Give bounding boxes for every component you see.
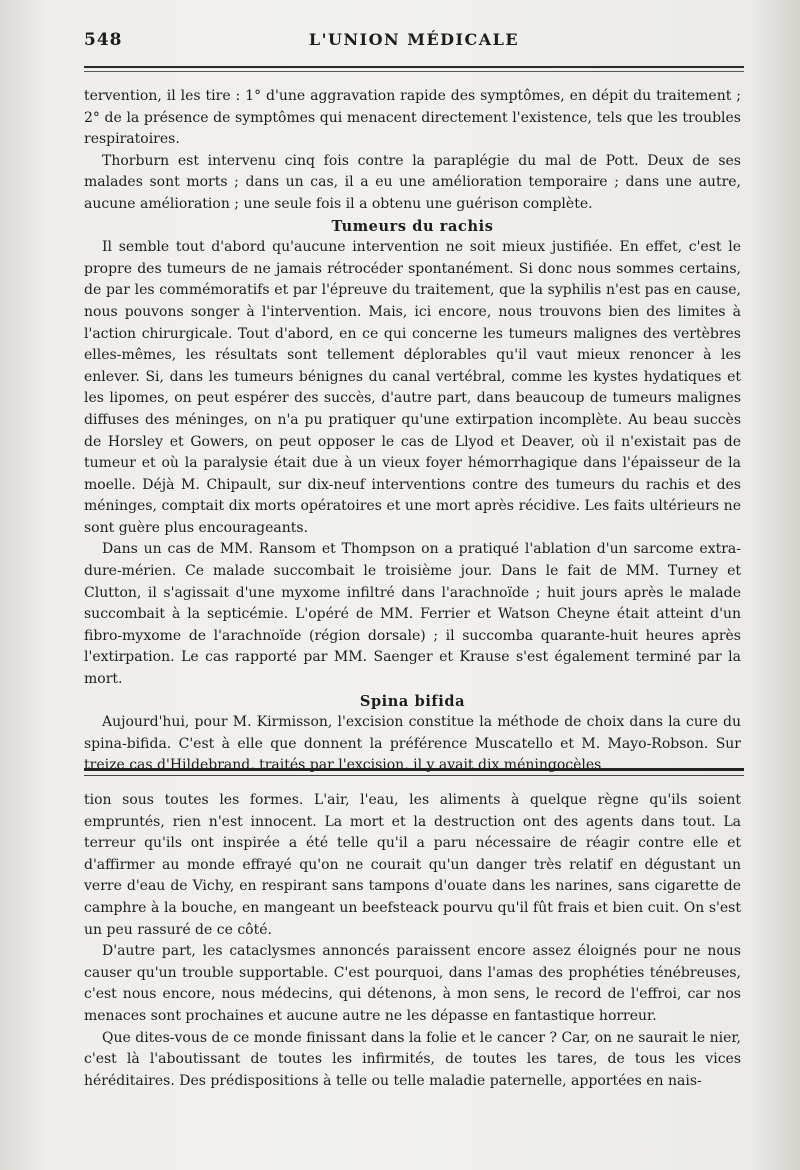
running-header: [84, 30, 744, 60]
section-heading: Tumeurs du rachis: [331, 217, 494, 235]
page-number: 548: [84, 30, 123, 50]
paragraph: D'autre part, les cataclysmes annoncés paraissent encore assez éloignés pour ne nous causer qu'un trouble supportable. C'est pourquoi, dans l'amas des prophéties ténébreuses, c'est nous encore, nous médecins, qui détenons, à mon sens, le record de l'effroi, car nos menaces sont prochaines et aucune autre ne les dépasse en fantastique horreur.: [84, 943, 741, 1024]
article-body: [84, 86, 741, 777]
paragraph: Il semble tout d'abord qu'aucune intervention ne soit mieux justifiée. En effet, c'est le propre des tumeurs de ne jamais rétrocéder spontanément. Si donc nous sommes certains, de par les commémoratifs et par l'épreuve du traitement, que la syphilis n'est pas en cause, nous pouvons songer à l'intervention. Mais, ici encore, nous trouvons bien des limites à l'action chirurgicale. Tout d'abord, en ce qui concerne les tumeurs malignes des vertèbres elles-mêmes, les résultats sont tellement déplorables qu'il vaut mieux renoncer à les enlever. Si, dans les tumeurs bénignes du canal vertébral, comme les kystes hydatiques et les lipomes, on peut espérer des succès, d'autre part, dans beaucoup de tumeurs malignes diffuses des méninges, on n'a pu pratiquer qu'une extirpation incomplète. Au beau succès de Horsley et Gowers, on peut opposer le cas de Llyod et Deaver, où il n'existait pas de tumeur et où la paralysie était due à un vieux foyer hémorrhagique dans l'épaisseur de la moelle. Déjà M. Chipault, sur dix-neuf interventions contre des tumeurs du rachis et des méninges, comptait dix morts opératoires et une mort après récidive. Les faits ultérieurs ne sont guère plus encourageants.: [84, 239, 741, 536]
paragraph: Aujourd'hui, pour M. Kirmisson, l'excision constitue la méthode de choix dans la cure du spina-bifida. C'est à elle que donnent la préférence Muscatello et M. Mayo-Robson. Sur treize cas d'Hildebrand, traités par l'excision, il y avait dix méningocèles: [84, 714, 741, 774]
feuilleton-rule-thin: [84, 775, 744, 776]
paragraph: Dans un cas de MM. Ransom et Thompson on a pratiqué l'ablation d'un sarcome extra-dure-mérien. Ce malade succombait le troisième jour. Dans le fait de MM. Turney et Clutton, il s'agissait d'une myxome infiltré dans l'arachnoïde ; huit jours après le malade succombait à la septicémie. L'opéré de MM. Ferrier et Watson Cheyne était atteint d'un fibro-myxome de l'arachnoïde (région dorsale) ; il succomba quarante-huit heures après l'extirpation. Le cas rapporté par MM. Saenger et Krause s'est également terminé par la mort.: [84, 541, 741, 688]
paragraph: Thorburn est intervenu cinq fois contre la paraplégie du mal de Pott. Deux de ses malades sont morts ; dans un cas, il a eu une amélioration temporaire ; dans une autre, aucune amélioration ; une seule fois il a obtenu une guérison complète.: [84, 152, 741, 212]
paragraph: Que dites-vous de ce monde finissant dans la folie et le cancer ? Car, on ne saurait le nier, c'est là l'aboutissant de toutes les infirmités, de toutes les tares, de tous les vices héréditaires. Des prédispositions à telle ou telle maladie paternelle, apportées en nais-: [84, 1029, 741, 1089]
journal-title: L'UNION MÉDICALE: [308, 30, 520, 49]
paragraph: tervention, il les tire : 1° d'une aggravation rapide des symptômes, en dépit du traitement ; 2° de la présence de symptômes qui menacent directement l'existence, tels que les troubles respiratoires.: [84, 88, 741, 148]
header-rule-thin: [84, 71, 744, 72]
paragraph: tion sous toutes les formes. L'air, l'eau, les aliments à quelque règne qu'ils soient empruntés, rien n'est innocent. La mort et la destruction ont des agents dans tout. La terreur qu'ils ont inspirée a été telle qu'il a paru nécessaire de réagir contre elle et d'affirmer au monde effrayé qu'on ne courait qu'un danger très relatif en dégustant un verre d'eau de Vichy, en respirant sans tampons d'ouate dans les narines, sans cigarette de camphre à la bouche, en mangeant un beefsteack pourvu qu'il fût frais et bien cuit. On s'est un peu rassuré de ce côté.: [84, 792, 741, 938]
header-rule: [84, 66, 744, 68]
feuilleton-rule: [84, 768, 744, 771]
section-heading: Spina bifida: [359, 692, 466, 710]
feuilleton-body: [84, 790, 741, 1092]
